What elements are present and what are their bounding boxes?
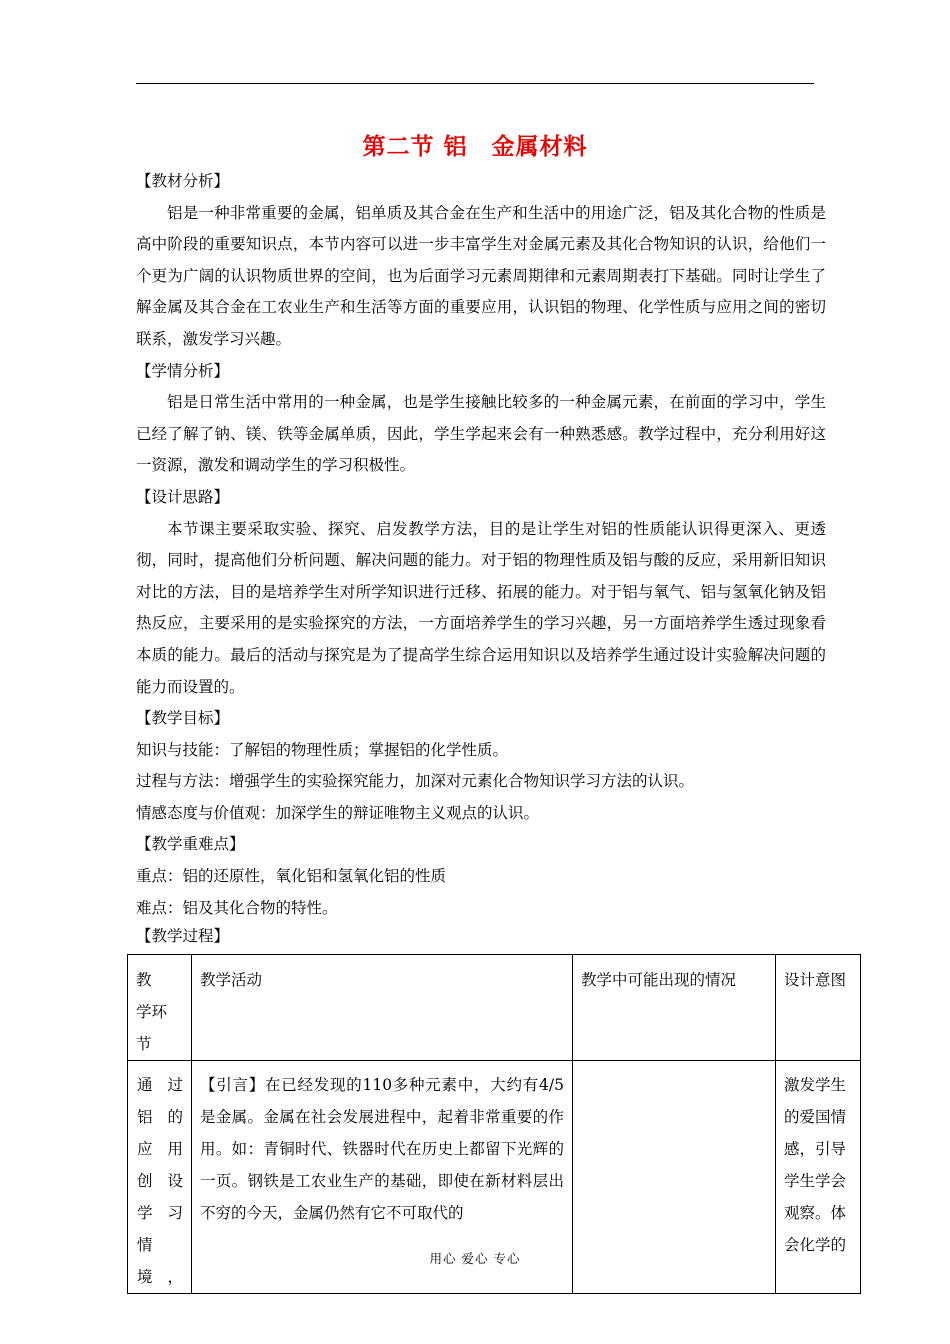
difficult-point-line: 难点：铝及其化合物的特性。 [136, 898, 338, 917]
section-paragraph-textbook-analysis: 铝是一种非常重要的金属，铝单质及其合金在生产和生活中的用途广泛，铝及其化合物的性质是高中阶段的重要知识点，本节内容可以进一步丰富学生对金属元素及其化合物知识的认识，给他们一个更为广阔的认识物质世界的空间，也为后面学习元素周期律和元素周期表打下基础。同时让学生了解金属及其合金在工农业生产和生活等方面的重要应用，认识铝的物理、化学性质与应用之间的密切联系，激发学习兴趣。 [136, 203, 826, 348]
page-title: 第二节 铝 金属材料 [362, 134, 588, 160]
goals-heading: 【教学目标】 [136, 709, 230, 728]
section-heading-design-ideas: 【设计思路】 [136, 487, 230, 506]
header-cell-intent: 设计意图 [776, 955, 861, 1061]
section-paragraph-student-analysis: 铝是日常生活中常用的一种金属，也是学生接触比较多的一种金属元素，在前面的学习中，学生已经了解了钠、镁、铁等金属单质，因此，学生学起来会有一种熟悉感。教学过程中，充分利用好这一资源，激发和调动学生的学习积极性。 [136, 393, 826, 475]
header-cell-stage: 教 学环节 [128, 955, 192, 1061]
teaching-process-table [127, 954, 861, 1294]
goal-line-process: 过程与方法：增强学生的实验探究能力，加深对元素化合物知识学习方法的认识。 [136, 772, 695, 791]
cell-stage: 通过铝的应用创设学习情境， [128, 1061, 192, 1294]
page-footer: 用心 爱心 专心 [429, 1251, 521, 1266]
key-point-line: 重点：铝的还原性，氧化铝和氢氧化铝的性质 [136, 867, 447, 886]
key-points-heading: 【教学重难点】 [136, 835, 245, 854]
goal-line-attitude: 情感态度与价值观：加深学生的辩证唯物主义观点的认识。 [136, 803, 540, 822]
section-heading-textbook-analysis: 【教材分析】 [136, 172, 230, 190]
cell-activity: 【引言】在已经发现的110多种元素中，大约有4/5是金属。金属在社会发展进程中，起着非常重要的作用。如：青铜时代、铁器时代在历史上都留下光辉的一页。钢铁是工农业生产的基础，即使在新材料层出不穷的今天，金属仍然有它不可取代的 [192, 1061, 573, 1294]
cell-intent: 激发学生的爱国情感，引导学生学会观察。体会化学的 [776, 1061, 861, 1294]
goal-line-knowledge: 知识与技能：了解铝的物理性质；掌握铝的化学性质。 [136, 740, 509, 759]
section-paragraph-design-ideas: 本节课主要采取实验、探究、启发教学方法，目的是让学生对铝的性质能认识得更深入、更透彻，同时，提高他们分析问题、解决问题的能力。对于铝的物理性质及铝与酸的反应，采用新旧知识对比的方法，目的是培养学生对所学知识进行迁移、拓展的能力。对于铝与氧气、铝与氢氧化钠及铝热反应，主要采用的是实验探究的方法，一方面培养学生的学习兴趣，另一方面培养学生透过现象看本质的能力。最后的活动与探究是为了提高学生综合运用知识以及培养学生通过设计实验解决问题的能力而设置的。 [136, 519, 826, 696]
document-body [136, 166, 826, 948]
header-rule [136, 83, 814, 84]
header-cell-activity: 教学活动 [192, 955, 573, 1061]
section-heading-student-analysis: 【学情分析】 [136, 361, 230, 380]
header-cell-situation: 教学中可能出现的情况 [573, 955, 776, 1061]
process-heading: 【教学过程】 [136, 927, 230, 946]
table-header-row [128, 955, 861, 1061]
